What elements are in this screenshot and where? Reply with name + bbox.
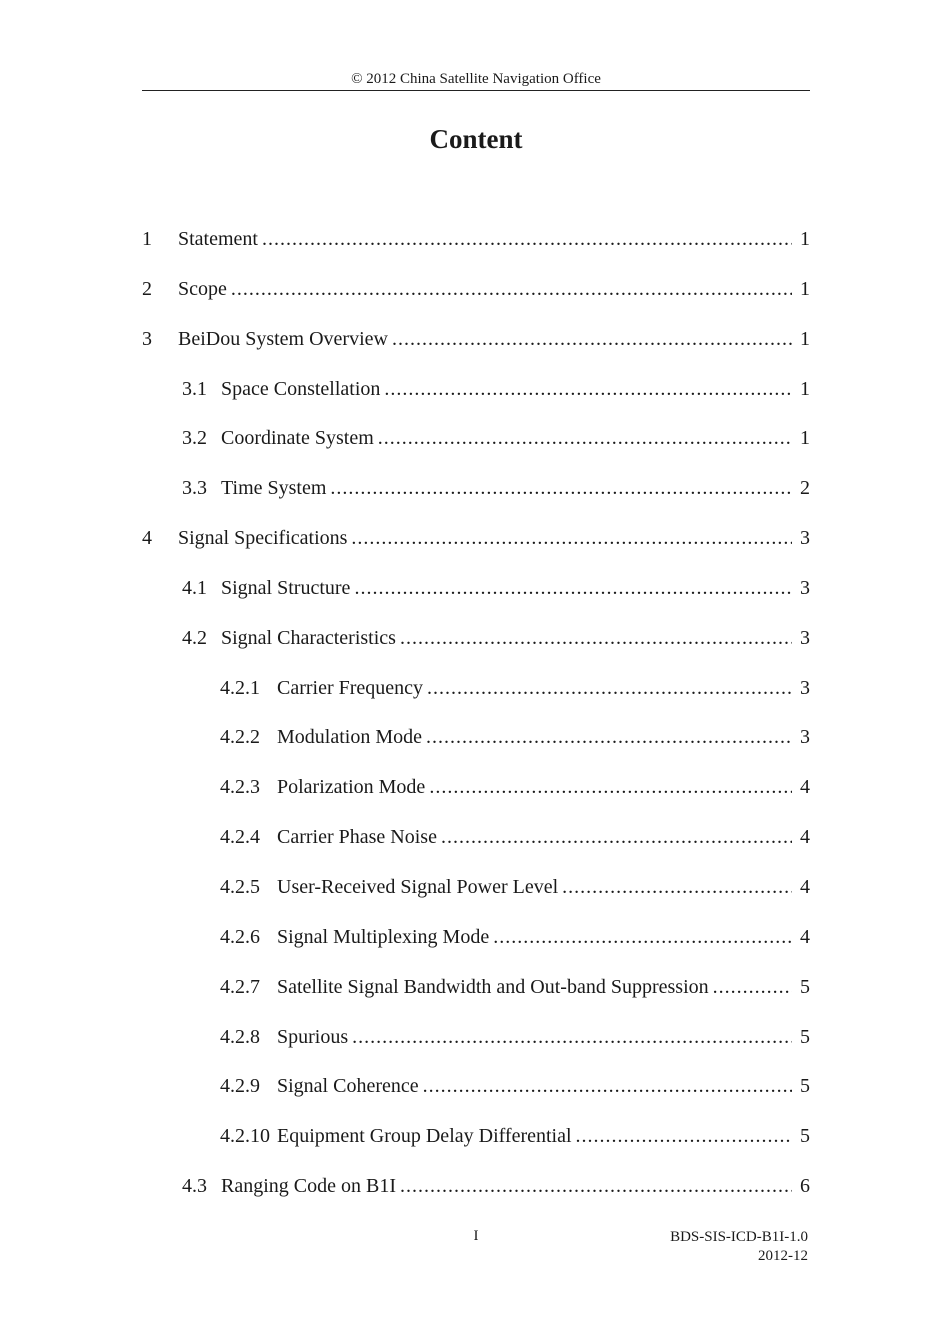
- toc-leader-dots: [384, 372, 792, 406]
- toc-page-number: 3: [800, 676, 810, 699]
- toc-page-number: 2: [800, 477, 810, 500]
- toc-section-title: Signal Coherence: [277, 1075, 419, 1098]
- toc-entry-satellite-signal-bandwidth[interactable]: [142, 970, 810, 1020]
- toc-entry-signal-multiplexing-mode[interactable]: [142, 920, 810, 970]
- page-number: I: [473, 1228, 479, 1244]
- toc-entry-modulation-mode[interactable]: [142, 720, 810, 770]
- toc-section-title: Polarization Mode: [277, 776, 426, 799]
- toc-section-title: Space Constellation: [221, 377, 381, 400]
- toc-section-number: 4.2: [182, 626, 207, 649]
- toc-entry-coordinate-system[interactable]: [142, 421, 810, 471]
- toc-entry-space-constellation[interactable]: [142, 372, 810, 422]
- toc-page-number: 5: [800, 975, 810, 998]
- toc-section-title: Carrier Frequency: [277, 676, 424, 699]
- toc-page-number: 3: [800, 626, 810, 649]
- toc-entry-spurious[interactable]: [142, 1020, 810, 1070]
- toc-section-title: User-Received Signal Power Level: [277, 875, 559, 898]
- toc-section-number: 4.2.3: [220, 776, 260, 799]
- toc-section-title: Spurious: [277, 1025, 349, 1048]
- toc-leader-dots: [429, 770, 792, 804]
- toc-leader-dots: [330, 471, 792, 505]
- document-code: BDS-SIS-ICD-B1I-1.0: [670, 1229, 808, 1245]
- toc-leader-dots: [262, 222, 792, 256]
- toc-entry-equipment-group-delay-differential[interactable]: [142, 1119, 810, 1169]
- toc-section-number: 4.2.10: [220, 1125, 270, 1148]
- toc-leader-dots: [426, 720, 792, 754]
- toc-entry-statement[interactable]: [142, 222, 810, 272]
- toc-leader-dots: [378, 421, 792, 455]
- toc-entry-time-system[interactable]: [142, 471, 810, 521]
- toc-leader-dots: [423, 1069, 792, 1103]
- document-identifier: [670, 1228, 808, 1266]
- toc-section-number: 4.2.7: [220, 975, 260, 998]
- toc-section-number: 4: [142, 527, 152, 550]
- toc-page-number: 1: [800, 277, 810, 300]
- toc-page-number: 1: [800, 427, 810, 450]
- toc-entry-signal-coherence[interactable]: [142, 1069, 810, 1119]
- toc-leader-dots: [562, 870, 792, 904]
- page-title: Content: [429, 124, 523, 154]
- toc-page-number: 1: [800, 377, 810, 400]
- toc-entry-polarization-mode[interactable]: [142, 770, 810, 820]
- toc-section-title: BeiDou System Overview: [178, 327, 388, 350]
- toc-section-number: 4.1: [182, 576, 207, 599]
- toc-section-title: Signal Specifications: [178, 527, 348, 550]
- toc-section-number: 4.2.9: [220, 1075, 260, 1098]
- toc-section-title: Signal Structure: [221, 576, 351, 599]
- toc-section-number: 4.2.6: [220, 925, 260, 948]
- toc-section-title: Signal Multiplexing Mode: [277, 925, 490, 948]
- toc-section-number: 4.2.8: [220, 1025, 260, 1048]
- toc-leader-dots: [427, 671, 792, 705]
- toc-page-number: 4: [800, 776, 810, 799]
- toc-section-number: 1: [142, 228, 152, 250]
- toc-page-number: 1: [800, 327, 810, 350]
- document-date: 2012-12: [758, 1248, 808, 1264]
- toc-section-title: Ranging Code on B1I: [221, 1175, 396, 1198]
- toc-section-title: Equipment Group Delay Differential: [277, 1125, 572, 1148]
- toc-leader-dots: [441, 820, 792, 854]
- toc-section-title: Signal Characteristics: [221, 626, 396, 649]
- toc-leader-dots: [351, 521, 792, 555]
- toc-section-number: 4.3: [182, 1175, 207, 1198]
- toc-entry-signal-specifications[interactable]: [142, 521, 810, 571]
- toc-page-number: 3: [800, 726, 810, 749]
- toc-entry-carrier-frequency[interactable]: [142, 671, 810, 721]
- toc-entry-signal-structure[interactable]: [142, 571, 810, 621]
- toc-page-number: 4: [800, 925, 810, 948]
- toc-section-title: Satellite Signal Bandwidth and Out-band Suppression: [277, 975, 709, 998]
- toc-section-title: Modulation Mode: [277, 726, 422, 749]
- toc-section-title: Carrier Phase Noise: [277, 826, 437, 849]
- table-of-contents: [142, 222, 810, 1219]
- toc-page-number: 4: [800, 826, 810, 849]
- toc-section-number: 4.2.1: [220, 676, 260, 699]
- toc-entry-user-received-signal-power-level[interactable]: [142, 870, 810, 920]
- toc-section-number: 3: [142, 327, 152, 350]
- toc-section-number: 3.2: [182, 427, 207, 450]
- toc-leader-dots: [400, 621, 792, 655]
- toc-leader-dots: [493, 920, 792, 954]
- toc-leader-dots: [576, 1119, 792, 1153]
- toc-entry-scope[interactable]: [142, 272, 810, 322]
- toc-entry-beidou-system-overview[interactable]: [142, 322, 810, 372]
- toc-entry-signal-characteristics[interactable]: [142, 621, 810, 671]
- toc-section-title: Coordinate System: [221, 427, 374, 450]
- toc-page-number: 6: [800, 1175, 810, 1198]
- toc-leader-dots: [231, 272, 792, 306]
- toc-leader-dots: [713, 970, 792, 1004]
- toc-page-number: 5: [800, 1125, 810, 1148]
- toc-section-title: Time System: [221, 477, 327, 500]
- toc-page-number: 3: [800, 576, 810, 599]
- toc-page-number: 3: [800, 527, 810, 550]
- toc-leader-dots: [352, 1020, 792, 1054]
- toc-page-number: 1: [800, 228, 810, 250]
- toc-page-number: 5: [800, 1075, 810, 1098]
- page-header: © 2012 China Satellite Navigation Office: [142, 70, 810, 91]
- toc-section-number: 4.2.4: [220, 826, 260, 849]
- toc-section-number: 2: [142, 277, 152, 300]
- toc-section-title: Statement: [178, 228, 258, 250]
- toc-page-number: 5: [800, 1025, 810, 1048]
- toc-entry-ranging-code-on-b1i[interactable]: [142, 1169, 810, 1219]
- toc-leader-dots: [354, 571, 792, 605]
- toc-section-number: 4.2.5: [220, 875, 260, 898]
- toc-section-number: 3.3: [182, 477, 207, 500]
- toc-page-number: 4: [800, 875, 810, 898]
- toc-section-title: Scope: [178, 277, 227, 300]
- toc-leader-dots: [392, 322, 792, 356]
- toc-leader-dots: [400, 1169, 792, 1203]
- toc-section-number: 3.1: [182, 377, 207, 400]
- toc-section-number: 4.2.2: [220, 726, 260, 749]
- toc-entry-carrier-phase-noise[interactable]: [142, 820, 810, 870]
